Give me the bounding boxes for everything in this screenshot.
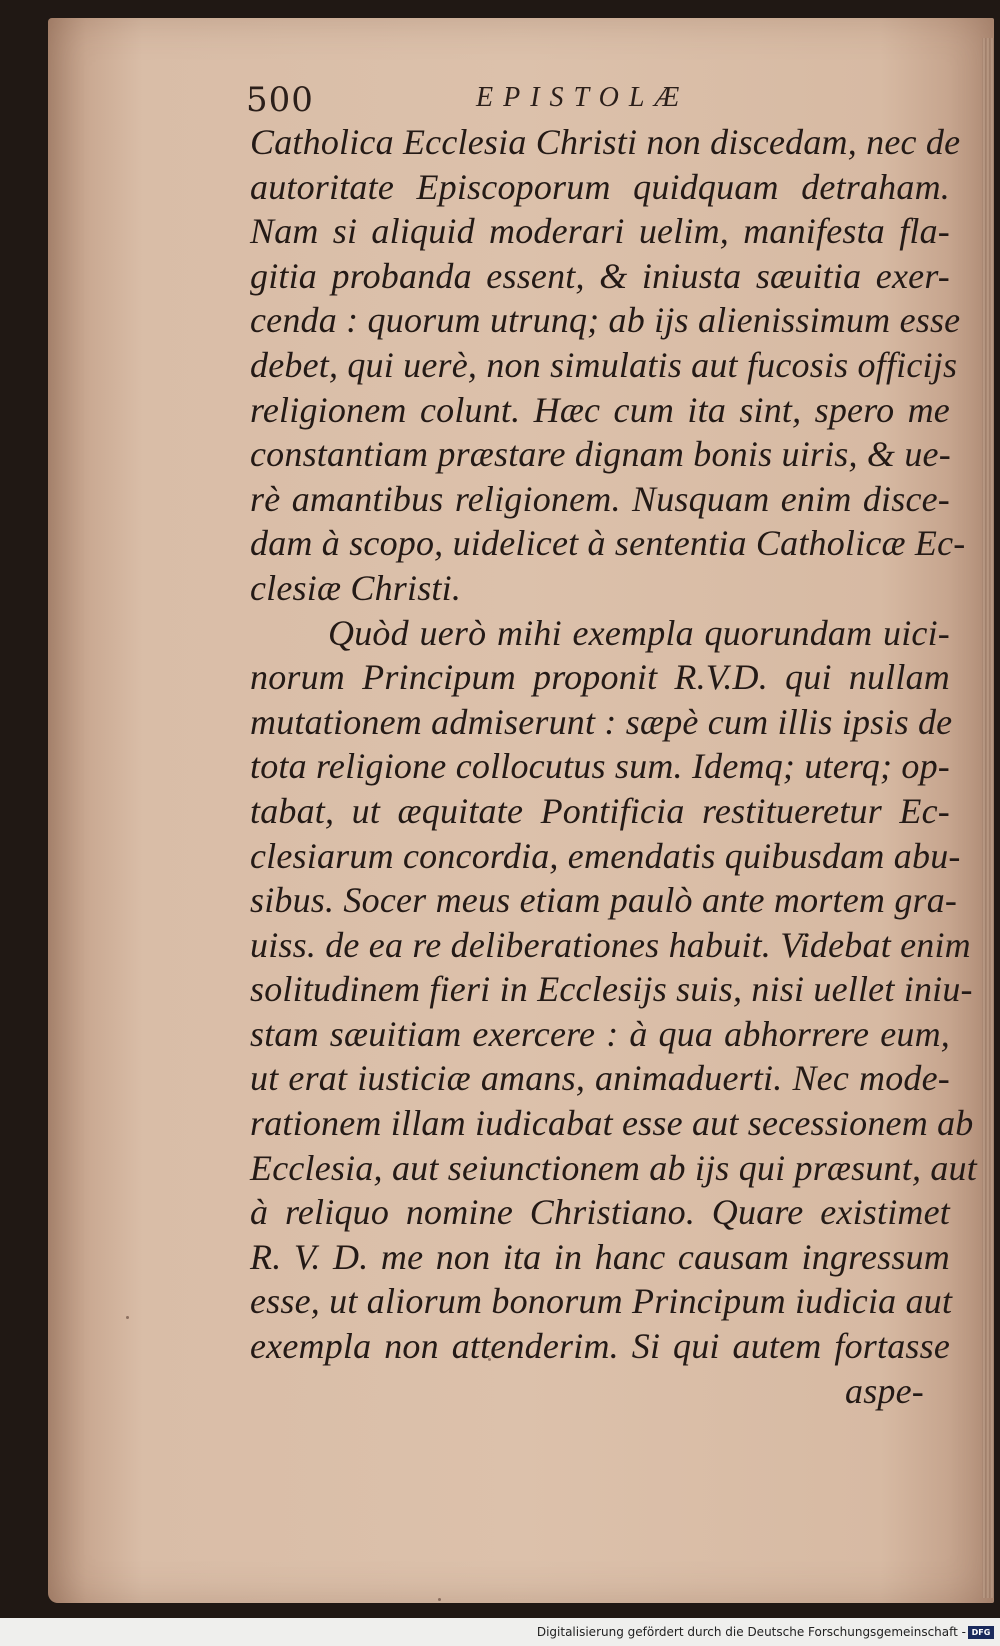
text-line: ut erat iusticiæ amans, animaduerti. Nec mode- (250, 1058, 950, 1099)
text-line: religionem colunt. Hæc cum ita sint, spero me (250, 389, 950, 430)
text-line: clesiarum concordia, emendatis quibusdam abu- (250, 835, 961, 876)
footer-credit: Digitalisierung gefördert durch die Deutsche Forschungsgemeinschaft - (536, 1625, 966, 1639)
text-line: Quòd uerò mihi exempla quorundam uici- (328, 612, 950, 653)
text-line: R. V. D. me non ita in hanc causam ingressum (250, 1236, 950, 1277)
text-line: solitudinem fieri in Ecclesijs suis, nisi uellet iniu- (250, 969, 973, 1010)
text-line: cenda : quorum utrunq; ab ijs alienissimum esse (250, 300, 961, 341)
running-head: EPISTOLÆ (476, 82, 690, 113)
page-header (246, 80, 766, 124)
text-line: mutationem admiserunt : sæpè cum illis ipsis de (250, 701, 953, 742)
text-line: stam sæuitiam exercere : à qua abhorrere eum, (250, 1013, 950, 1054)
text-line: dam à scopo, uidelicet à sententia Catholicæ Ec- (250, 523, 966, 564)
text-line: uiss. de ea re deliberationes habuit. Videbat enim (250, 924, 971, 965)
text-body (250, 120, 977, 1413)
text-line: Ecclesia, aut seiunctionem ab ijs qui præsunt, aut (250, 1147, 977, 1188)
text-line: tota religione collocutus sum. Idemq; uterq; op- (250, 746, 950, 787)
text-line: esse, ut aliorum bonorum Principum iudicia aut (250, 1281, 953, 1322)
text-line: constantiam præstare dignam bonis uiris, & ue- (250, 434, 951, 475)
dfg-logo-icon: DFG (968, 1626, 994, 1639)
text-line: tabat, ut æquitate Pontificia restitueretur Ec- (250, 790, 950, 831)
page-number: 500 (246, 80, 314, 120)
text-line: debet, qui uerè, non simulatis aut fucosis officijs (250, 344, 958, 385)
text-line: clesiæ Christi. (250, 567, 462, 608)
text-line: autoritate Episcoporum quidquam detraham. (250, 166, 950, 207)
paper-speck (438, 1598, 441, 1601)
text-line: à reliquo nomine Christiano. Quare existimet (250, 1192, 950, 1233)
text-line: Nam si aliquid moderari uelim, manifesta fla- (250, 211, 950, 252)
digitization-footer (0, 1618, 1000, 1646)
text-line: gitia probanda essent, & iniusta sæuitia exer- (250, 255, 950, 296)
text-line: sibus. Socer meus etiam paulò ante mortem gra- (250, 880, 958, 921)
catchword: aspe- (845, 1370, 924, 1411)
text-line: rè amantibus religionem. Nusquam enim disce- (250, 478, 950, 519)
text-line: rationem illam iudicabat esse aut secessionem ab (250, 1103, 974, 1144)
text-line: norum Principum proponit R.V.D. qui nullam (250, 657, 950, 698)
text-line: Catholica Ecclesia Christi non discedam, nec de (250, 122, 961, 162)
paper-speck (126, 1316, 129, 1319)
page-edge (982, 38, 994, 1598)
text-line: exempla non attenderim. Si qui autem fortasse (250, 1326, 950, 1367)
